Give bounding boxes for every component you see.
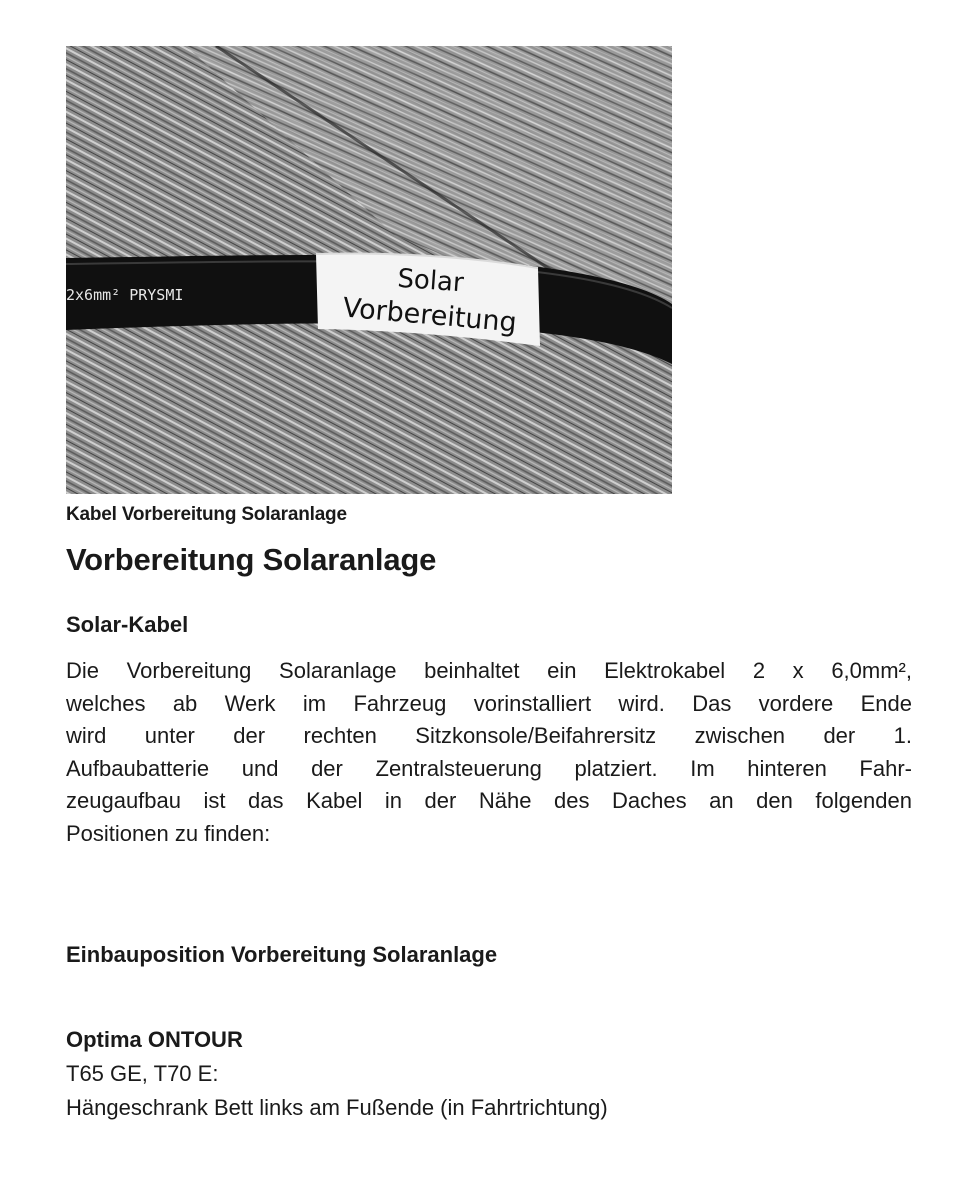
label-line-2: Vorbereitung — [341, 292, 518, 339]
model-variants: T65 GE, T70 E: — [66, 1061, 219, 1086]
label-line-1: Solar — [396, 263, 465, 299]
cable-print-text: 2x6mm² PRYSMI — [66, 286, 184, 304]
section-heading: Einbauposition Vorbereitung Solaranlage — [66, 942, 498, 967]
paragraph-line: welches ab Werk im Fahrzeug vorinstalliert wird. Das vordere Ende — [66, 690, 912, 716]
paragraph-line: Die Vorbereitung Solaranlage beinhaltet ein Elektrokabel 2 x 6,0mm², — [66, 658, 912, 683]
model-location: Hängeschrank Bett links am Fußende (in Fahrtrichtung) — [66, 1095, 608, 1120]
photo-caption: Kabel Vorbereitung Solaranlage — [66, 504, 347, 525]
cable-photo-graphic — [66, 46, 672, 494]
paragraph-line: zeugaufbau ist das Kabel in der Nähe des Daches an den folgenden — [66, 788, 912, 813]
paragraph-line: Aufbaubatterie und der Zentralsteuerung platziert. Im hinteren Fahr- — [66, 755, 912, 781]
cable-photo — [66, 46, 672, 494]
model-name: Optima ONTOUR — [66, 1027, 243, 1052]
paragraph-line: Positionen zu finden: — [66, 820, 271, 846]
subheading: Solar-Kabel — [66, 612, 189, 637]
body-paragraph — [66, 655, 912, 850]
paragraph-line: wird unter der rechten Sitzkonsole/Beifahrersitz zwischen der 1. — [66, 723, 912, 748]
page-title: Vorbereitung Solaranlage — [66, 542, 437, 577]
